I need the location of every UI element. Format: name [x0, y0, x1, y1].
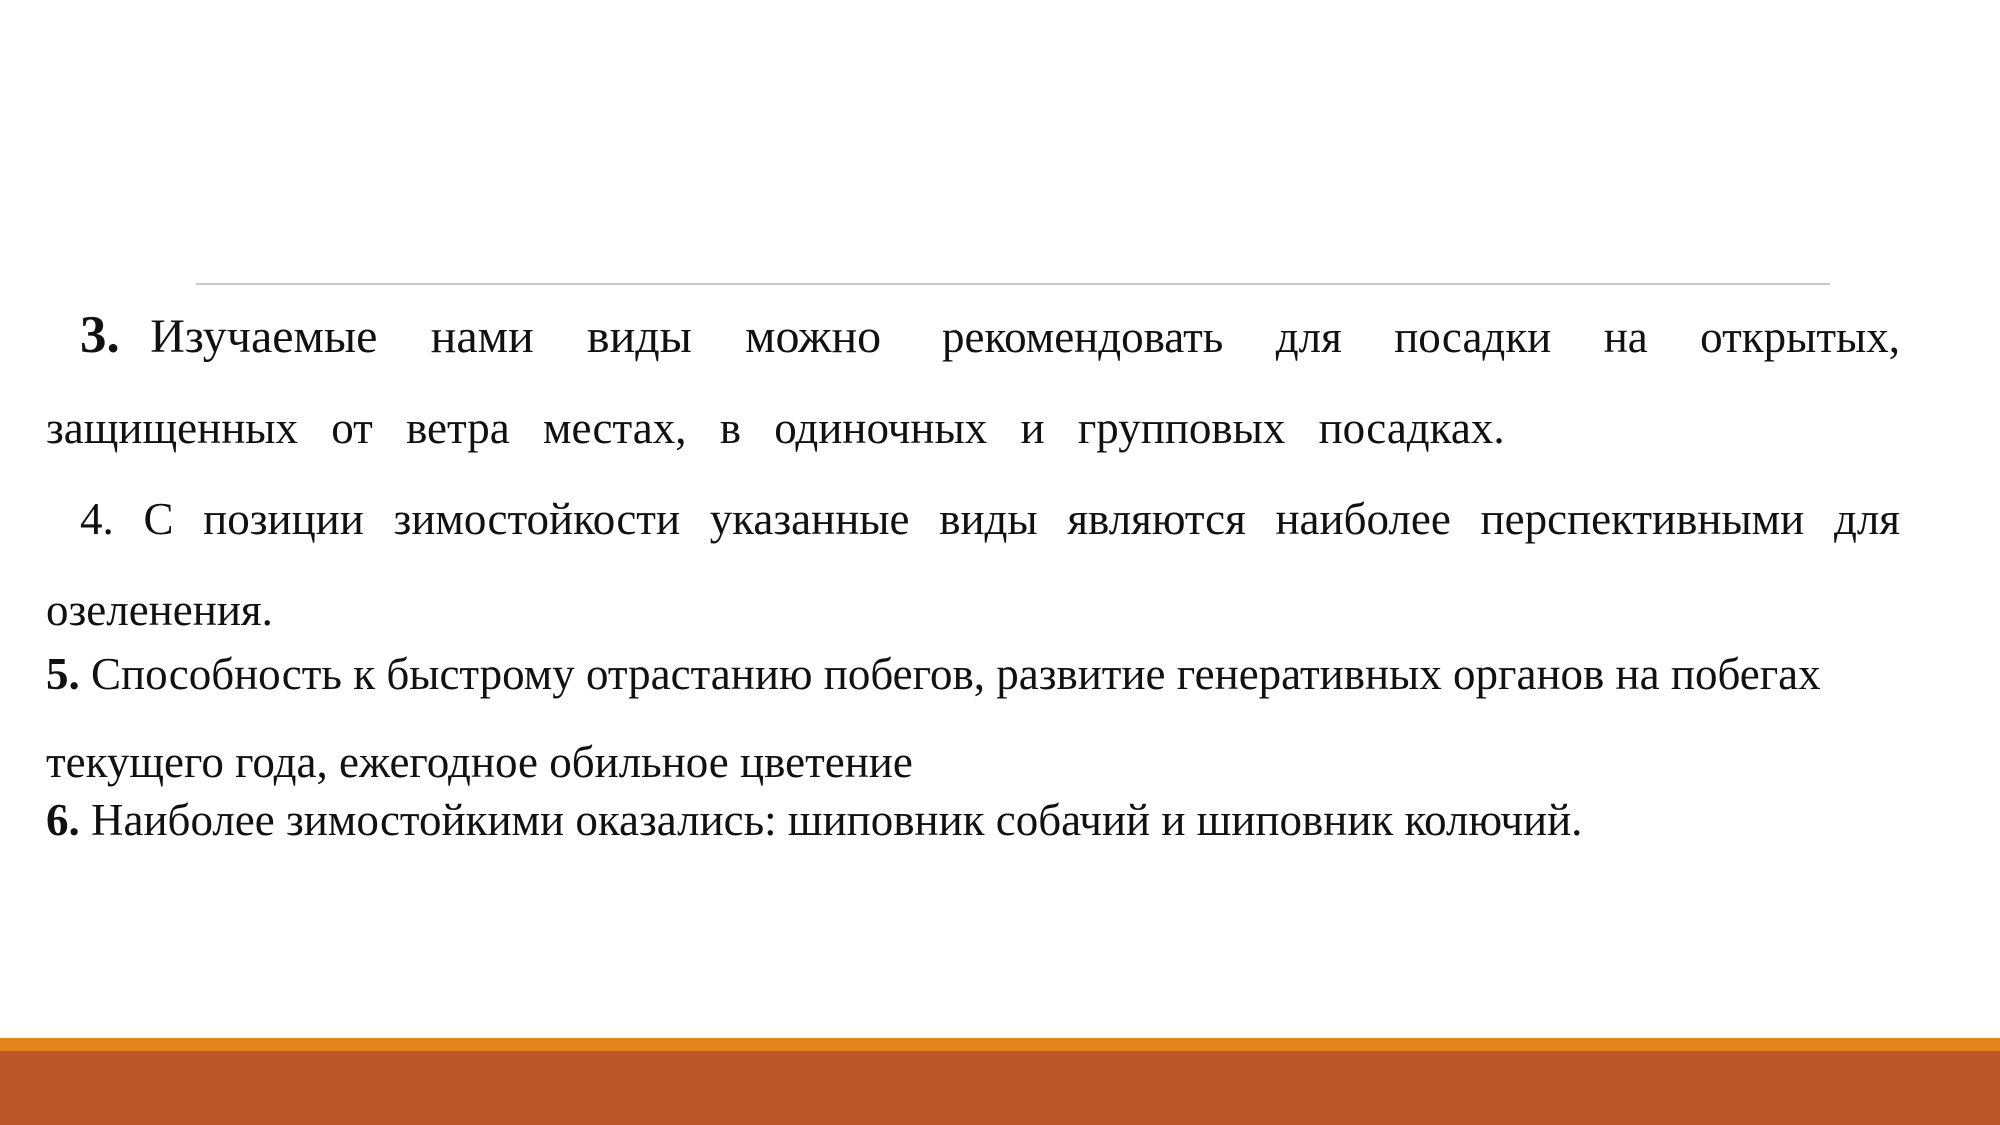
- paragraph-5-text: Способность к быстрому отрастанию побегов, развитие генеративных органов на побегах текущего года, ежегодное обильное цветение: [46, 649, 1821, 787]
- paragraph-3-number: 3.: [80, 306, 120, 364]
- paragraph-4-text: 4. С позиции зимостойкости указанные виды являются наиболее перспективными: [80, 494, 1805, 544]
- footer-accent-stripe: [0, 1038, 2000, 1051]
- paragraph-4: [46, 474, 1900, 656]
- paragraph-5-number: 5.: [46, 649, 80, 699]
- paragraph-3-text: рекомендовать для посадки на открытых, защищенных от ветра местах, в одиночных и групповых посадках.: [46, 312, 1901, 453]
- paragraph-3: [46, 290, 1900, 474]
- paragraph-6: [46, 790, 1900, 850]
- paragraph-5: [46, 630, 1900, 806]
- slide-body: [46, 290, 1900, 850]
- paragraph-3-lead: Изучаемые нами виды можно: [150, 310, 882, 363]
- paragraph-6-number: 6.: [46, 795, 80, 845]
- footer-band: [0, 1051, 2000, 1125]
- title-divider: [196, 283, 1830, 285]
- paragraph-4-continuation: для озеленения.: [46, 494, 1901, 635]
- paragraph-6-text: Наиболее зимостойкими оказались: шиповник собачий и шиповник колючий.: [91, 795, 1583, 845]
